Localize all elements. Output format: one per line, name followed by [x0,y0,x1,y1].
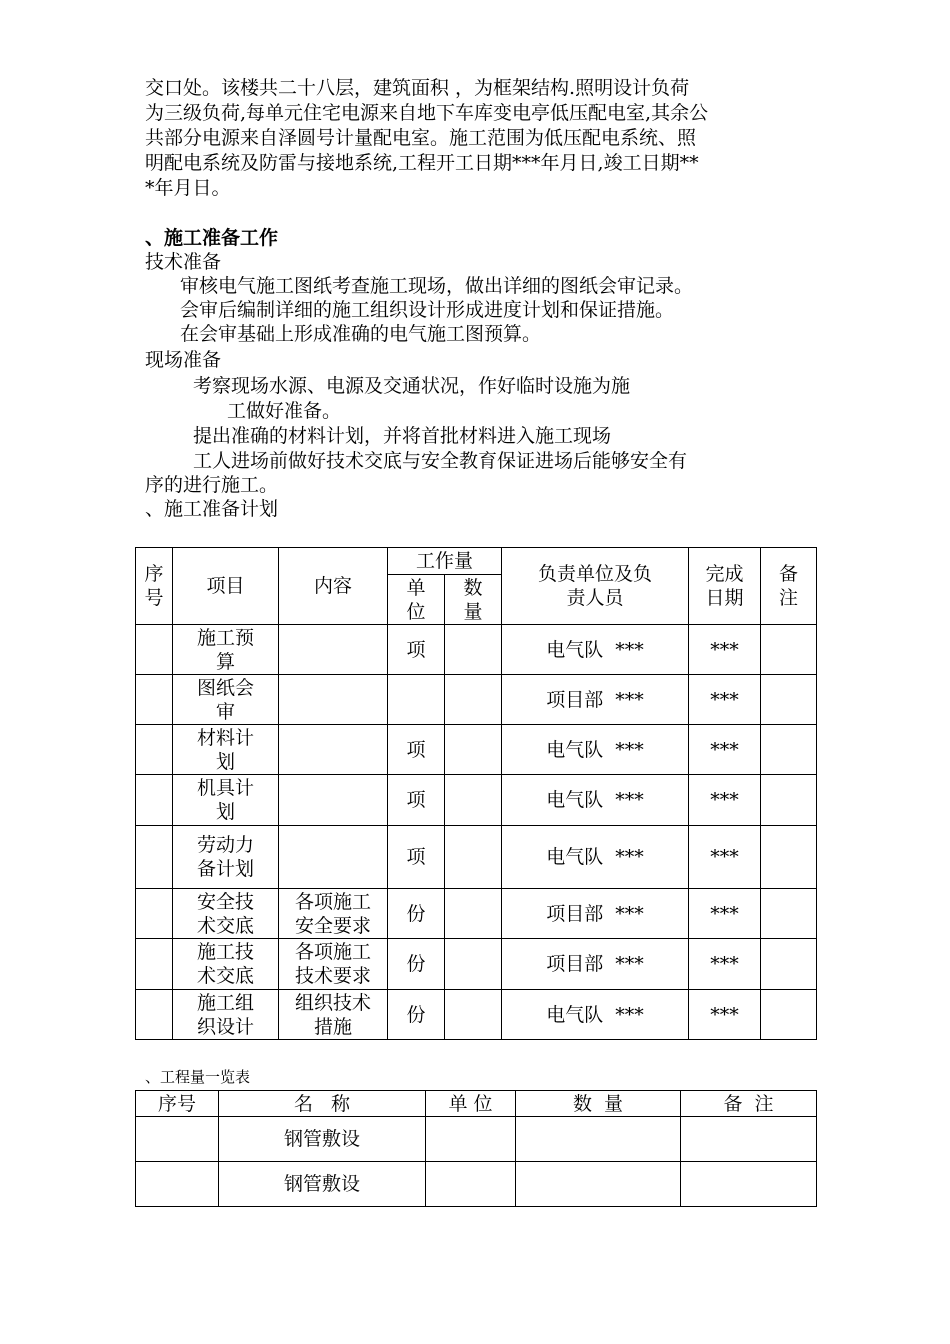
cell-qty [445,990,502,1040]
header-date: 完成日期 [689,548,761,625]
cell-item: 机具计划 [173,775,279,826]
cell-item: 材料计划 [173,725,279,775]
table-row [136,990,817,1040]
header-workload: 工作量 [388,548,502,575]
qty-cell-unit [426,1117,516,1162]
cell-item: 施工预算 [173,625,279,675]
header-resp: 负责单位及负责人员 [502,548,689,625]
table-row [136,889,817,939]
cell-unit: 项 [388,725,445,775]
cell-unit [388,675,445,725]
cell-date: *** [689,889,761,939]
table-row [136,725,817,775]
table-row [136,1117,817,1162]
header-seq: 序号 [136,548,173,625]
cell-item: 图纸会审 [173,675,279,725]
cell-item: 施工组织设计 [173,990,279,1040]
intro-line: 交口处。该楼共二十八层，建筑面积 ，为框架结构.照明设计负荷 [145,77,690,99]
cell-content [279,826,388,889]
cell-resp: 电气队 *** [502,775,689,826]
qty-cell-seq [136,1117,219,1162]
table-row [136,625,817,675]
tech-item: 审核电气施工图纸考查施工现场，做出详细的图纸会审记录。 [180,275,694,297]
cell-seq [136,625,173,675]
cell-seq [136,775,173,826]
cell-content: 各项施工技术要求 [279,939,388,990]
site-item: 工人进场前做好技术交底与安全教育保证进场后能够安全有 [193,450,688,472]
cell-date: *** [689,826,761,889]
plan-title: 、施工准备计划 [145,498,279,520]
cell-seq [136,939,173,990]
tech-item: 会审后编制详细的施工组织设计形成进度计划和保证措施。 [180,299,675,321]
cell-qty [445,939,502,990]
qty-cell-note [681,1162,817,1207]
cell-qty [445,775,502,826]
prep-plan-table [135,547,817,1040]
cell-date: *** [689,990,761,1040]
intro-line: 明配电系统及防雷与接地系统,工程开工日期***年月日,竣工日期** [145,152,699,174]
cell-unit: 份 [388,889,445,939]
qty-cell-name: 钢管敷设 [219,1117,426,1162]
cell-resp: 项目部 *** [502,889,689,939]
cell-unit: 份 [388,939,445,990]
site-item: 工做好准备。 [227,400,342,422]
header-note: 备注 [761,548,817,625]
section-heading: 、施工准备工作 [145,227,279,249]
table-row [136,939,817,990]
cell-seq [136,990,173,1040]
subsection-title: 现场准备 [145,349,222,371]
cell-qty [445,625,502,675]
site-item: 提出准确的材料计划，并将首批材料进入施工现场 [193,425,612,447]
cell-resp: 电气队 *** [502,990,689,1040]
cell-date: *** [689,775,761,826]
table-row [136,675,817,725]
qty-cell-seq [136,1162,219,1207]
qty-header-name: 名 称 [219,1091,426,1117]
cell-seq [136,889,173,939]
cell-resp: 电气队 *** [502,826,689,889]
header-qty: 数量 [445,575,502,625]
site-item: 考察现场水源、电源及交通状况，作好临时设施为施 [193,375,631,397]
qty-cell-qty [516,1162,681,1207]
cell-note [761,939,817,990]
header-item: 项目 [173,548,279,625]
header-content: 内容 [279,548,388,625]
cell-seq [136,826,173,889]
cell-resp: 电气队 *** [502,725,689,775]
cell-resp: 项目部 *** [502,675,689,725]
cell-unit: 项 [388,826,445,889]
cell-seq [136,725,173,775]
table-row [136,775,817,826]
qty-cell-name: 钢管敷设 [219,1162,426,1207]
qty-header-seq: 序号 [136,1091,219,1117]
subsection-title: 技术准备 [145,251,222,273]
cell-content: 各项施工安全要求 [279,889,388,939]
intro-line: 共部分电源来自泽圆号计量配电室。施工范围为低压配电系统、照 [145,127,697,149]
qty-header-qty: 数 量 [516,1091,681,1117]
cell-qty [445,725,502,775]
cell-note [761,990,817,1040]
cell-note [761,625,817,675]
cell-date: *** [689,675,761,725]
cell-note [761,826,817,889]
site-item: 序的进行施工。 [145,474,279,496]
cell-note [761,675,817,725]
table-row [136,826,817,889]
cell-date: *** [689,725,761,775]
cell-note [761,775,817,826]
cell-resp: 项目部 *** [502,939,689,990]
qty-cell-note [681,1117,817,1162]
cell-qty [445,675,502,725]
cell-item: 安全技术交底 [173,889,279,939]
intro-line: *年月日。 [145,177,231,199]
qty-header-unit: 单 位 [426,1091,516,1117]
cell-unit: 项 [388,625,445,675]
cell-content [279,775,388,826]
table-row [136,1162,817,1207]
qty-cell-qty [516,1117,681,1162]
intro-line: 为三级负荷,每单元住宅电源来自地下车库变电亭低压配电室,其余公 [145,102,709,124]
cell-content [279,725,388,775]
cell-unit: 份 [388,990,445,1040]
cell-qty [445,826,502,889]
cell-content [279,625,388,675]
qty-table-title: 、工程量一览表 [145,1068,251,1086]
cell-date: *** [689,625,761,675]
cell-unit: 项 [388,775,445,826]
cell-note [761,725,817,775]
cell-item: 劳动力备计划 [173,826,279,889]
cell-note [761,889,817,939]
tech-item: 在会审基础上形成准确的电气施工图预算。 [180,323,542,345]
header-unit: 单位 [388,575,445,625]
cell-item: 施工技术交底 [173,939,279,990]
cell-resp: 电气队 *** [502,625,689,675]
qty-cell-unit [426,1162,516,1207]
qty-header-note: 备 注 [681,1091,817,1117]
cell-qty [445,889,502,939]
cell-content: 组织技术措施 [279,990,388,1040]
cell-date: *** [689,939,761,990]
cell-seq [136,675,173,725]
quantity-table [135,1090,817,1207]
cell-content [279,675,388,725]
